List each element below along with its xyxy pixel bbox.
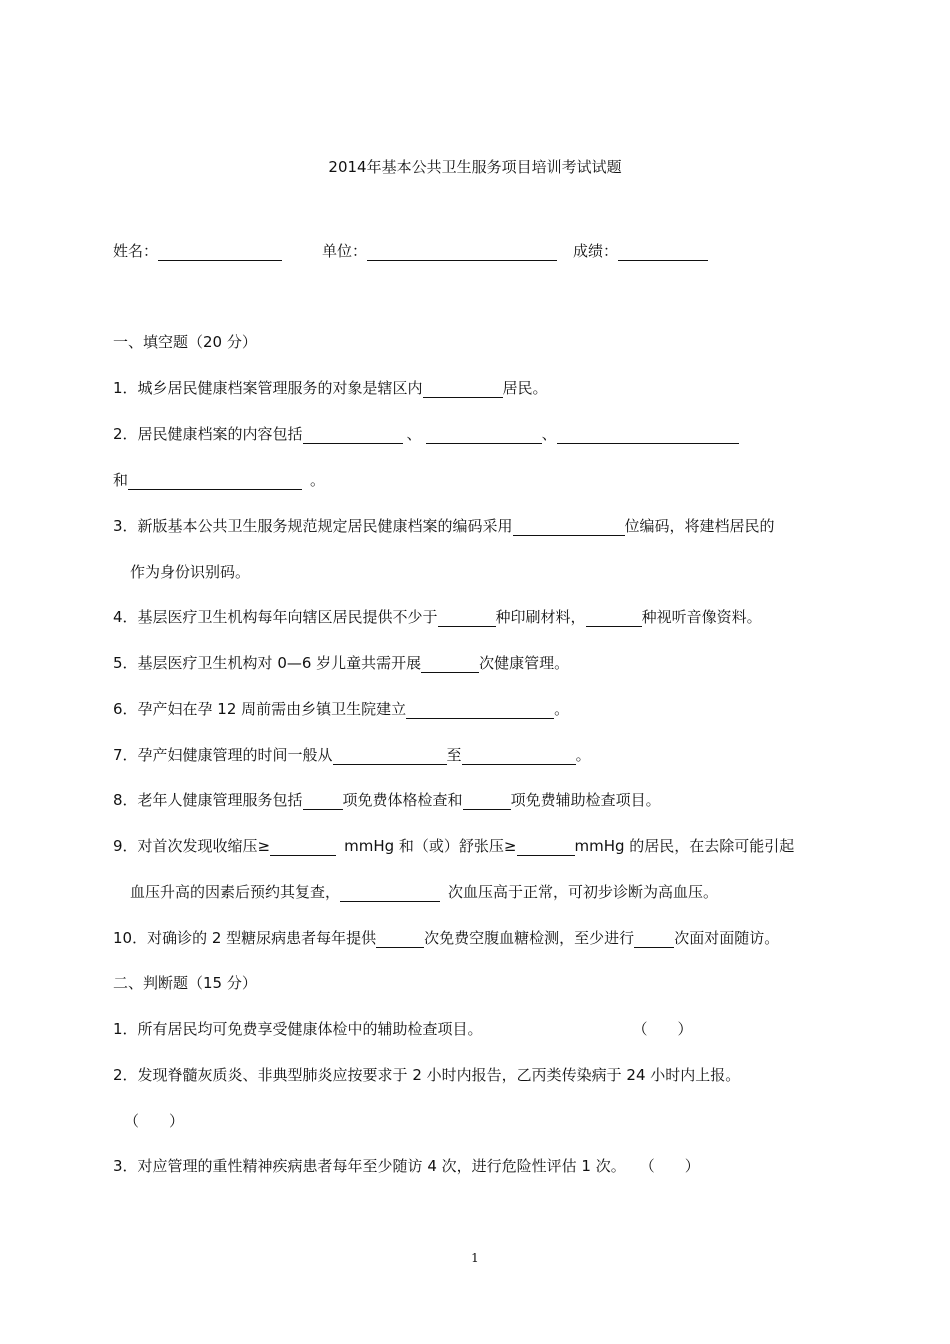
question-text: 次免费空腹血糖检测，至少进行 [424,929,635,947]
answer-blank[interactable] [426,425,542,444]
answer-parentheses[interactable]: （ ） [632,1020,693,1038]
answer-blank[interactable] [270,837,336,856]
question-1-2-cont [113,470,325,490]
answer-parentheses[interactable]: （ ） [639,1157,700,1175]
answer-blank[interactable] [340,883,440,902]
score-label: 成绩： [573,242,619,260]
answer-blank[interactable] [423,379,503,398]
question-2-1 [113,1019,693,1039]
section1-heading: 一、填空题（20 分） [113,333,257,351]
unit-label: 单位： [322,242,368,260]
header-fields [113,241,708,261]
question-1-7 [113,745,591,765]
question-text: 3．对应管理的重性精神疾病患者每年至少随访 4 次，进行危险性评估 1 次。 [113,1157,626,1175]
answer-blank[interactable] [333,746,447,765]
name-blank[interactable] [158,242,282,261]
question-text: 居民。 [502,379,548,397]
answer-blank[interactable] [303,791,343,810]
question-text: 项免费辅助检查项目。 [510,791,661,809]
answer-blank[interactable] [438,608,496,627]
question-text: 位编码，将建档居民的 [624,517,775,535]
question-text: 血压升高的因素后预约其复查， [130,883,341,901]
question-1-5 [113,653,569,673]
separator: 、 [541,425,557,443]
question-text: 8．老年人健康管理服务包括 [113,791,303,809]
question-text: 次血压高于正常，可初步诊断为高血压。 [448,883,719,901]
question-1-8 [113,790,661,810]
question-1-4 [113,607,762,627]
answer-blank[interactable] [463,791,511,810]
question-text: 5．基层医疗卫生机构对 0—6 岁儿童共需开展 [113,654,422,672]
question-1-3-cont: 作为身份识别码。 [130,563,251,581]
answer-blank[interactable] [462,746,576,765]
question-1-6 [113,699,569,719]
answer-blank[interactable] [586,608,642,627]
question-text: 7．孕产妇健康管理的时间一般从 [113,746,333,764]
question-1-10 [113,928,779,948]
answer-blank[interactable] [557,425,739,444]
question-1-9-cont [130,882,718,902]
answer-blank[interactable] [634,929,674,948]
question-text: 。 [310,471,326,489]
question-text: mmHg 的居民，在去除可能引起 [574,837,795,855]
question-1-2 [113,424,739,444]
question-text: mmHg 和（或）舒张压≥ [344,837,517,855]
question-text: 1．城乡居民健康档案管理服务的对象是辖区内 [113,379,423,397]
question-text: 项免费体格检查和 [342,791,463,809]
question-text: 1．所有居民均可免费享受健康体检中的辅助检查项目。 [113,1020,483,1038]
answer-blank[interactable] [128,471,302,490]
answer-blank[interactable] [406,700,554,719]
question-text: 。 [575,746,591,764]
question-text: 2．居民健康档案的内容包括 [113,425,303,443]
score-blank[interactable] [618,242,708,261]
question-text: 种印刷材料， [495,608,586,626]
answer-blank[interactable] [376,929,424,948]
question-text: 9．对首次发现收缩压≥ [113,837,271,855]
exam-title: 2014年基本公共卫生服务项目培训考试试题 [328,158,622,176]
answer-blank[interactable] [517,837,575,856]
answer-blank[interactable] [513,517,625,536]
question-2-3 [113,1156,700,1176]
unit-blank[interactable] [367,242,557,261]
question-text: 至 [446,746,462,764]
section2-heading: 二、判断题（15 分） [113,974,257,992]
separator: 、 [406,425,422,443]
question-text: 次健康管理。 [479,654,570,672]
question-text: 6．孕产妇在孕 12 周前需由乡镇卫生院建立 [113,700,407,718]
question-text: 10．对确诊的 2 型糖尿病患者每年提供 [113,929,377,947]
answer-parentheses[interactable]: （ ） [124,1112,185,1130]
question-text: 种视听音像资料。 [641,608,762,626]
question-text: 和 [113,471,129,489]
question-1-3 [113,516,775,536]
question-text: 3．新版基本公共卫生服务规范规定居民健康档案的编码采用 [113,517,513,535]
question-1-9 [113,836,794,856]
answer-blank[interactable] [303,425,403,444]
answer-blank[interactable] [421,654,479,673]
question-1-1 [113,378,548,398]
page-number: 1 [471,1251,479,1265]
question-2-2: 2．发现脊髓灰质炎、非典型肺炎应按要求于 2 小时内报告，乙丙类传染病于 24 小时内上报。 [113,1066,741,1084]
question-text: 次面对面随访。 [674,929,780,947]
name-label: 姓名： [113,242,159,260]
question-text: 。 [554,700,570,718]
question-text: 4．基层医疗卫生机构每年向辖区居民提供不少于 [113,608,438,626]
